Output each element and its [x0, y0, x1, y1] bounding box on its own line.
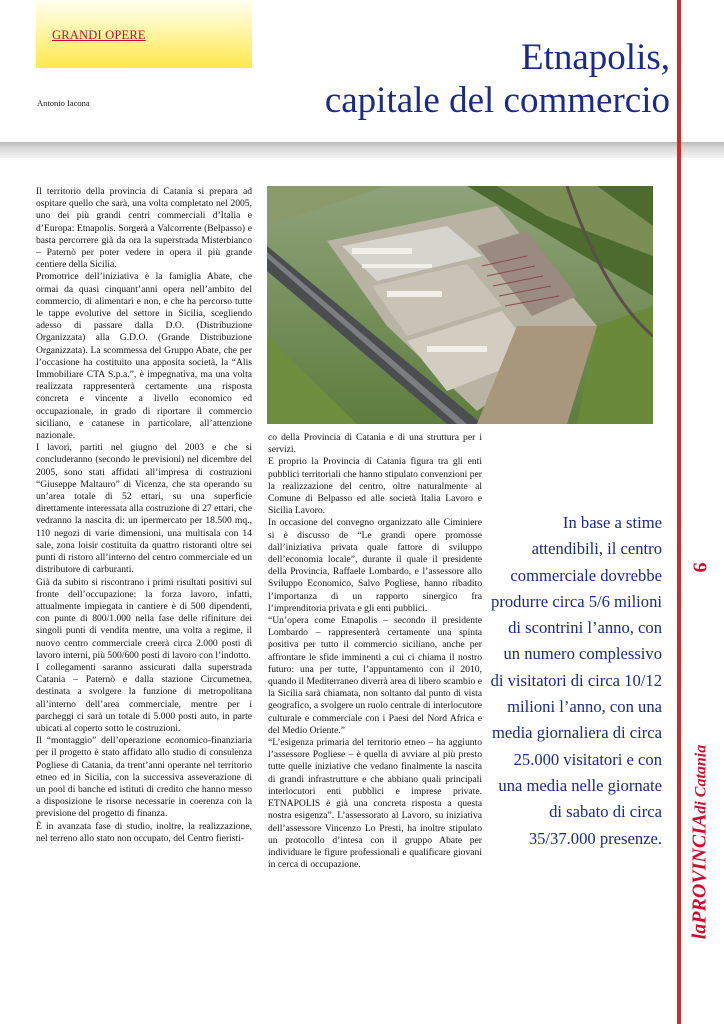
paragraph: Il “montaggio” dell’operazione economico-finanziaria per il progetto è stato affidato allo studio di consulenza Pogliese di Catania, da trent’anni operante nel territorio etneo ed in Sicilia, con la successiva asseverazione di un pool di banche ed istituti di credito che hanno messo a disposizione le risorse necessarie in coerenza con la previsione del progetto di finanza.	[36, 735, 252, 820]
paragraph: E proprio la Provincia di Catania figura tra gli enti pubblici territoriali che hanno stipulato convenzioni per la realizzazione del centro, oltre naturalmente al Comune di Belpasso ed alle società Italia Lavoro e Sicilia Lavoro.	[268, 456, 482, 517]
masthead-text	[689, 745, 712, 940]
paragraph: Già da subito si riscontrano i primi risultati positivi sul fronte dell’occupazione: la forza lavoro, infatti, attualmente impiegata in cantiere è di 500 dipendenti, con punte di 800/1.000 nella fase delle rifiniture dei singoli punti di vendita mentre, una volta a regime, il nuovo centro commerciale creerà circa 2.000 posti di lavoro interni, più 500/600 posti di lavoro con l’indotto.	[36, 576, 252, 661]
pull-quote	[490, 510, 662, 852]
header-divider	[0, 142, 724, 158]
article-column-1	[36, 186, 252, 845]
article-title	[240, 36, 670, 122]
paragraph: Promotrice dell’iniziativa è la famiglia Abate, che ormai da quasi cinquant’anni opera nell’ambito del commercio, di alimentari e non, e che ha percorso tutte le tappe evolutive del settore in Sicilia, scegliendo adesso di passare dalla D.O. (Distribuzione Organizzata) alla G.D.O. (Grande Distribuzione Organizzata). La scommessa del Gruppo Abate, che per l’occasione ha costituito una apposita società, la “Alis Immobiliare CTA S.p.a.”, è impegnativa, ma una volta realizzata rappresenterà certamente una risposta concreta e vincente a livello economico ed occupazionale, in grado di riportare il commercio siciliano, e catanese in particolare, all’attenzione nazionale.	[36, 271, 252, 442]
page-number: 9	[688, 562, 711, 573]
article-column-2	[268, 432, 482, 871]
paragraph: È in avanzata fase di studio, inoltre, la realizzazione, nel terreno allo stato non occupato, del Centro fieristi-	[36, 820, 252, 844]
sidebar-accent-bar	[677, 0, 681, 1024]
masthead-la: la	[688, 923, 711, 940]
author-byline: Antonio Iacona	[37, 98, 90, 108]
paragraph: “L’esigenza primaria del territorio etneo – ha aggiunto l’assessore Pogliese – è quella di avviare al più presto tutte quelle iniziative che vedano finalmente la nascita di grandi infrastrutture e che abbiano quali principali interlocutori enti pubblici e imprese private. ETNAPOLIS è già una concreta risposta a questa nostra esigenza”. L’assessorato al Lavoro, su iniziativa dell’assessore Vincenzo Lo Presti, ha inoltre stipulato un protocollo d’intesa con il gruppo Abate per individuare le figure professionali e qualificare giovani in cerca di occupazione.	[268, 737, 482, 871]
title-line-2: capitale del commercio	[324, 80, 670, 121]
paragraph: In occasione del convegno organizzato alle Ciminiere si è discusso de “Le grandi opere promosse dall’iniziativa privata quale fattore di sviluppo dell’economia locale”, durante il quale il presidente della Provincia, Raffaele Lombardo, e l’assessore allo Sviluppo Economico, Salvo Pogliese, hanno ribadito l’importanza di un rapporto sinergico fra l’imprenditoria privata e gli enti pubblici.	[268, 517, 482, 614]
paragraph: I lavori, partiti nel giugno del 2003 e che si concluderanno (secondo le previsioni) nel dicembre del 2005, sono stati affidati all’impresa di costruzioni “Giuseppe Maltauro” di Vicenza, che sta operando su un’area totale di 52 ettari, su una superficie direttamente interessata alla costruzione di 27 ettari, che vedranno la nascita di: un ipermercato per 18.500 mq., 110 negozi di varie dimensioni, una multisala con 14 sale, zona loisir costituita da quattro ristoranti oltre sei punti di ristoro all’interno del centro commerciale ed un distributore di carburanti.	[36, 442, 252, 576]
paragraph: Il territorio della provincia di Catania si prepara ad ospitare quello che sarà, una volta completato nel 2005, uno dei più grandi centri commerciali d’Italia e d’Europa: Etnapolis. Sorgerà a Valcorrente (Belpasso) e basta percorrere già da ora la superstrada Misterbianco – Paternò per poter vedere in opera il più grande centiere della Sicilia.	[36, 186, 252, 271]
section-rubric[interactable]: GRANDI OPERE	[52, 28, 146, 42]
title-line-1: Etnapolis,	[520, 37, 670, 78]
pull-quote-text: In base a stime attendibili, il centro commerciale dovrebbe produrre circa 5/6 milioni di scontrini l’anno, con un numero complessivo di visitatori di circa 10/12 milioni l’anno, con una media giornaliera di circa 25.000 visitatori e con una media nelle giornate di sabato di circa 35/37.000 presenze.	[490, 513, 662, 848]
masthead-provincia: PROVINCIA	[688, 813, 711, 924]
paragraph: “Un’opera come Etnapolis – secondo il presidente Lombardo – rappresenterà certamente una spinta positiva per tutto il commercio siciliano, anche per affrontare le sfide imminenti a cui ci chiama il nostro futuro: una per tutte, l’appuntamento con il 2010, quando il Mediterraneo diverrà area di libero scambio e la Sicilia sarà chiamata, non soltanto dal punto di vista geografico, a svolgere un ruolo centrale di interlocutore culturale e commerciale con i Paesi del Nord Africa e del Medio Oriente.”	[268, 615, 482, 736]
aerial-construction-photo	[267, 186, 653, 424]
paragraph: co della Provincia di Catania e di una struttura per i servizi.	[268, 432, 482, 456]
paragraph: I collegamenti saranno assicurati dalla superstrada Catania – Paternò e dalla stazione Circumetnea, destinata a svolgere la funzione di metropolitana all’interno dell’area commerciale, mentre per i parcheggi ci sarà un totale di 5.000 posti auto, in parte ubicati al coperto sotto le costruzioni.	[36, 661, 252, 734]
masthead-di-catania: di Catania	[692, 744, 710, 814]
